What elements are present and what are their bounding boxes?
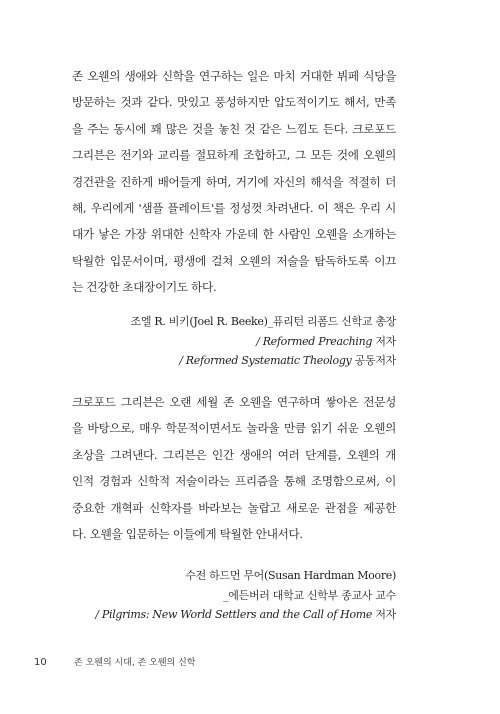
endorser-attribution-1 — [131, 312, 396, 371]
text-line: 탁월한 입문서이며, 평생에 걸쳐 오웬의 저술을 탐독하도록 이끄 — [72, 253, 396, 268]
text-line: 는 건강한 초대장이기도 하다. — [72, 280, 217, 295]
page-footer — [34, 655, 196, 668]
book-credit — [131, 332, 396, 352]
book-role: 저자 — [372, 334, 396, 348]
endorser-attribution-2 — [95, 566, 396, 625]
text-line: 대가 낳은 가장 위대한 신학자 가운데 한 사람인 오웬을 소개하는 — [72, 227, 396, 242]
text-line: 그리븐은 전기와 교리를 절묘하게 조합하고, 그 모든 것에 오웬의 — [72, 148, 396, 163]
book-role: 저자 — [372, 608, 396, 621]
text-line: 경건관을 진하게 배어들게 하며, 거기에 자신의 해석을 적절히 더 — [72, 174, 396, 189]
endorsement-paragraph-1 — [72, 63, 396, 301]
endorser-affiliation: _에든버러 대학교 신학부 종교사 교수 — [223, 588, 396, 602]
book-title: / Pilgrims: New World Settlers and the Call of Home — [95, 608, 373, 621]
text-line: 중요한 개혁파 신학자를 바라보는 놀랍고 새로운 관점을 제공한 — [72, 500, 396, 515]
endorser-name: 수전 하드먼 무어(Susan Hardman Moore) — [185, 569, 396, 582]
page-number: 10 — [34, 657, 47, 668]
text-line: 초상을 그려낸다. 그리븐은 인간 생애의 여러 단계를, 오웬의 개 — [72, 447, 396, 462]
book-credit — [131, 351, 396, 371]
text-line: 을 바탕으로, 매우 학문적이면서도 놀라울 만큼 읽기 쉬운 오웬의 — [72, 421, 396, 436]
book-role: 공동저자 — [351, 354, 396, 367]
text-line: 을 주는 동시에 꽤 많은 것을 놓친 것 같은 느낌도 든다. 크로포드 — [72, 121, 396, 136]
book-title: / Reformed Preaching — [256, 334, 373, 348]
text-line: 존 오웬의 생애와 신학을 연구하는 일은 마치 거대한 뷔페 식당을 — [72, 69, 396, 83]
text-line: 인적 경험과 신학적 저술이라는 프리즘을 통해 조명함으로써, 이 — [72, 474, 396, 489]
endorser-name: 조엘 R. 비키(Joel R. Beeke)_퓨리턴 리폼드 신학교 총장 — [130, 315, 396, 328]
text-line: 다. 오웬을 입문하는 이들에게 탁월한 안내서다. — [72, 526, 303, 541]
text-line: 크로포드 그리븐은 오랜 세월 존 오웬을 연구하며 쌓아온 전문성 — [72, 395, 396, 409]
endorsement-paragraph-2 — [72, 389, 396, 547]
book-title: / Reformed Systematic Theology — [179, 354, 352, 367]
book-credit — [95, 605, 396, 625]
running-title: 존 오웬의 시대, 존 오웬의 신학 — [74, 658, 196, 668]
text-line: 해, 우리에게 '샘플 플레이트'를 정성껏 차려낸다. 이 책은 우리 시 — [72, 200, 396, 215]
text-line: 방문하는 것과 같다. 맛있고 풍성하지만 압도적이기도 해서, 만족 — [72, 95, 396, 110]
